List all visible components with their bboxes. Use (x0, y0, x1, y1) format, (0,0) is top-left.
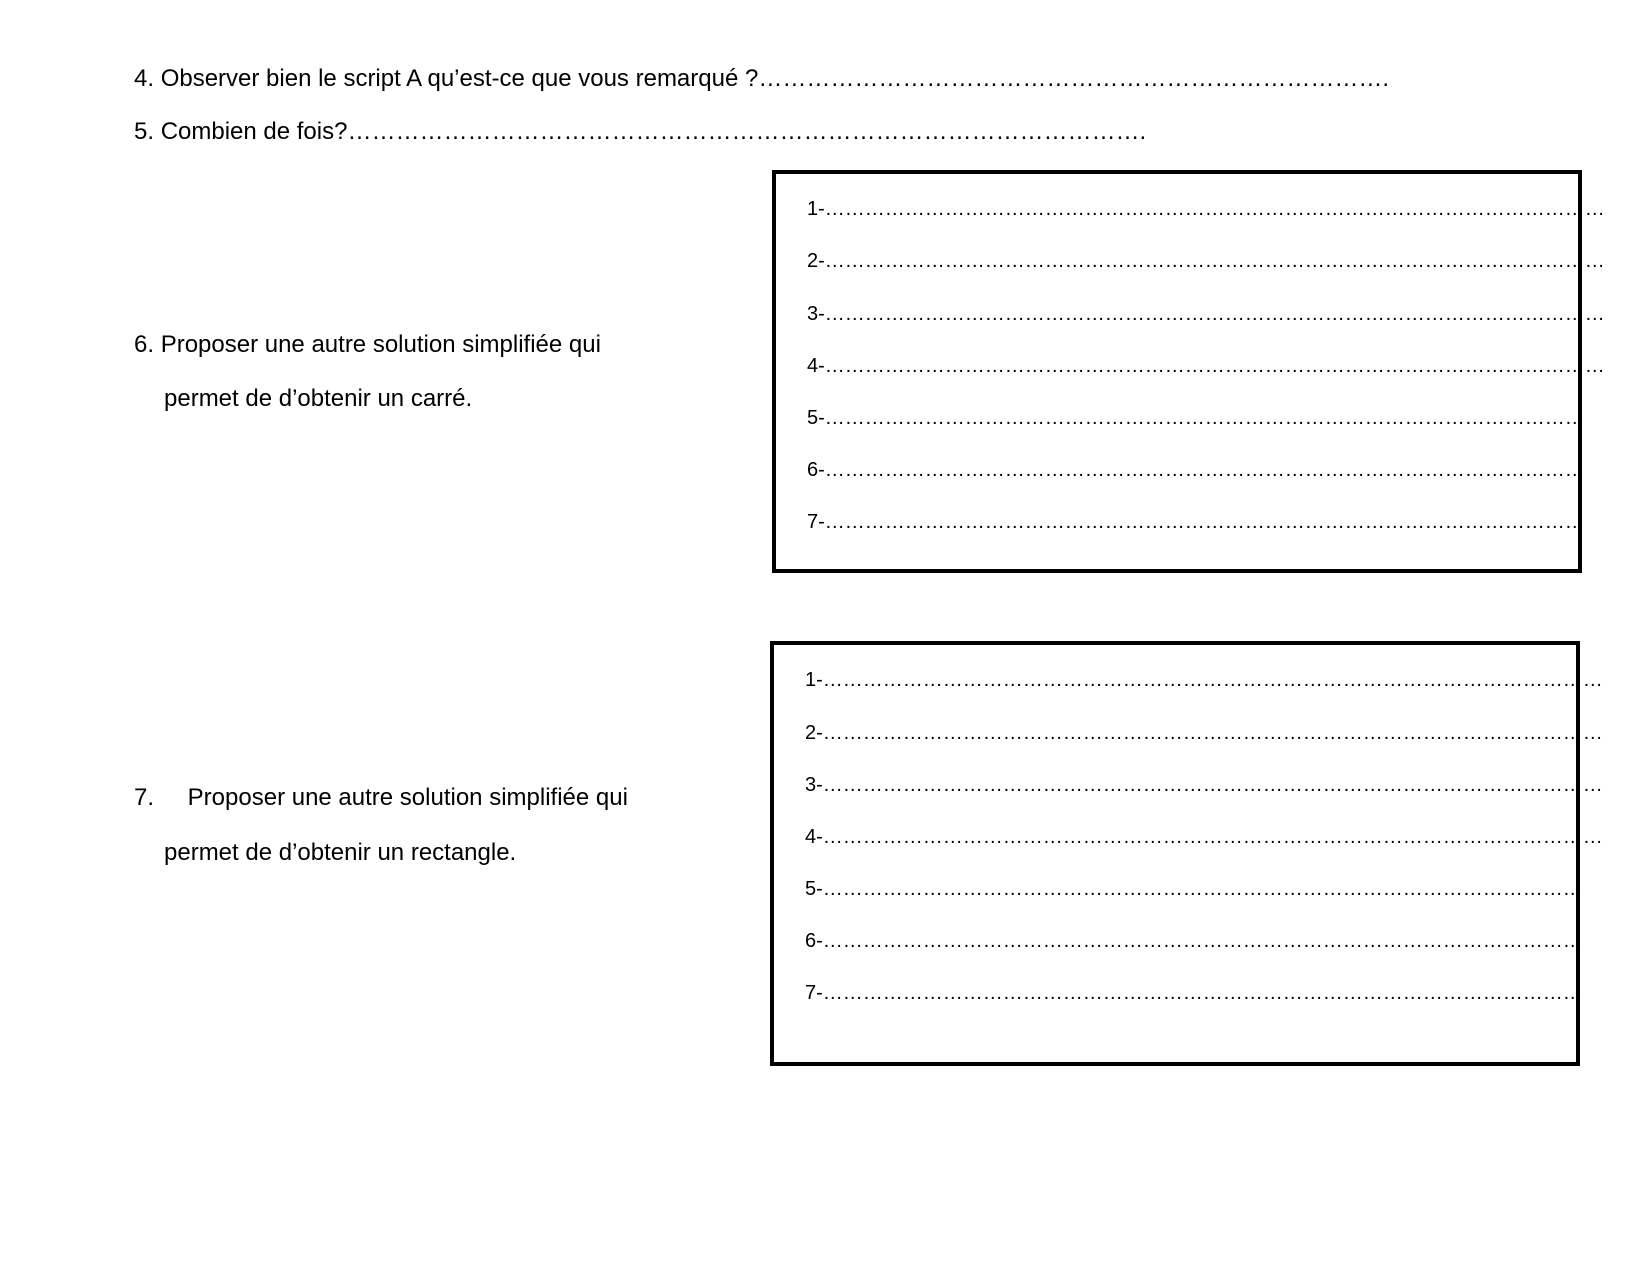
answer-box-rectangle (770, 641, 1603, 1066)
question-6-number: 6. (134, 331, 155, 358)
answer-line-carre-6[interactable]: 6-…………………………………………………………………………………………………… (807, 459, 1585, 481)
question-5-text: Combien de fois?………………………………………………………………………………………. (160, 118, 1147, 145)
question-7-number: 7. (134, 784, 155, 811)
answer-line-rectangle-5[interactable]: 5-…………………………………………………………………………………………………… (805, 878, 1583, 900)
question-7-continuation (164, 838, 516, 868)
question-4-text: Observer bien le script A qu’est-ce que vous remarqué ?……………………………………………………………………. (160, 65, 1389, 92)
answer-line-rectangle-6[interactable]: 6-…………………………………………………………………………………………………… (805, 930, 1583, 952)
question-7-line-1: Proposer une autre solution simplifiée qui (187, 784, 628, 811)
question-6 (134, 330, 601, 360)
answer-line-rectangle-7[interactable]: 7-…………………………………………………………………………………………………… (805, 982, 1583, 1004)
question-7-line-2: permet de d’obtenir un rectangle. (164, 839, 517, 866)
question-5-number: 5. (134, 118, 155, 145)
answer-line-carre-1[interactable]: 1-……………………………………………………………………………………………………… (807, 198, 1605, 220)
question-4 (134, 64, 1389, 94)
question-4-number: 4. (134, 65, 155, 92)
question-6-continuation (164, 384, 472, 414)
question-6-line-2: permet de d’obtenir un carré. (164, 385, 473, 412)
question-5 (134, 117, 1146, 147)
answer-line-rectangle-1[interactable]: 1-……………………………………………………………………………………………………… (805, 669, 1603, 691)
answer-line-carre-2[interactable]: 2-……………………………………………………………………………………………………… (807, 250, 1605, 272)
answer-line-rectangle-3[interactable]: 3-……………………………………………………………………………………………………… (805, 774, 1603, 796)
question-7 (134, 783, 628, 813)
answer-line-carre-5[interactable]: 5-…………………………………………………………………………………………………… (807, 407, 1585, 429)
answer-line-carre-4[interactable]: 4-……………………………………………………………………………………………………… (807, 355, 1605, 377)
answer-box-carre (772, 170, 1605, 573)
answer-line-carre-7[interactable]: 7-…………………………………………………………………………………………………… (807, 511, 1585, 533)
answer-line-carre-3[interactable]: 3-……………………………………………………………………………………………………… (807, 303, 1605, 325)
answer-line-rectangle-4[interactable]: 4-……………………………………………………………………………………………………… (805, 826, 1603, 848)
question-6-line-1: Proposer une autre solution simplifiée qui (160, 331, 601, 358)
answer-line-rectangle-2[interactable]: 2-……………………………………………………………………………………………………… (805, 722, 1603, 744)
